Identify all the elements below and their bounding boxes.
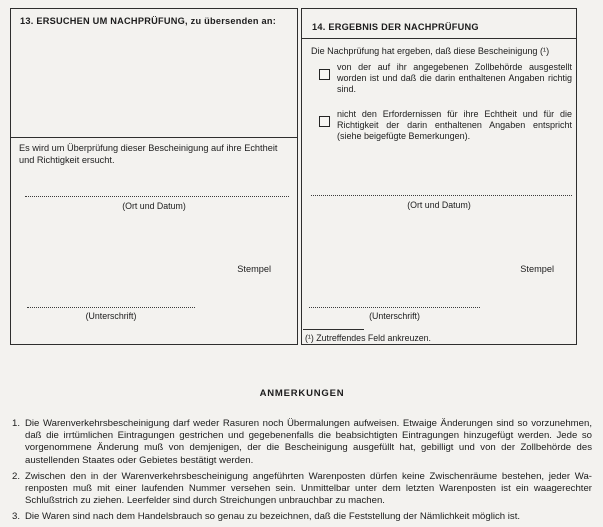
notes-heading: ANMERKUNGEN [259,388,345,399]
signature-fill-line [27,307,195,308]
result-option-not-compliant [319,109,572,142]
note-item-2 [12,471,592,508]
place-date-fill-line [311,195,572,196]
checkbox-issued-correctly[interactable] [319,69,330,80]
place-date-fill-line [25,196,289,197]
note-number: 2. [12,470,21,482]
note-number: 3. [12,511,21,523]
result-option-issued-correctly-label: von der auf ihr angegebenen Zollbehörde ausgestellt worden ist und daß die darin enthaltenen Angaben richtig sind. [337,62,572,94]
signature-label: (Unterschrift) [85,311,137,321]
section-14-header [302,9,576,39]
verification-request-text: Es wird um Überprüfung dieser Bescheinigung auf ihre Echtheit und Richtigkeit ersucht. [19,143,278,165]
section-13-title: 13. ERSUCHEN UM NACHPRÜFUNG, zu übersenden an: [20,16,277,26]
result-option-issued-correctly [319,62,572,95]
note-text: Zwischen den in der Warenverkehrsbescheinigung angeführten Warenposten dürfen keine Zwischenräume bestehen, jeder Warenposten muß mit einer laufenden Nummer versehen sein. Unmittelbar unter dem letzten Warenposten ist ein waagerechter Schlußstrich zu ziehen. Leerfelder sind durch Streichungen unbrauchbar zu machen. [25,470,592,507]
place-date-label: (Ort und Datum) [407,200,471,210]
stamp-label: Stempel [237,264,271,274]
recipient-address-area[interactable] [13,31,295,135]
footnote-text: (¹) Zutreffendes Feld ankreuzen. [305,333,431,343]
note-number: 1. [12,418,21,429]
anmerkungen-section [12,388,592,527]
note-item-1 [12,418,592,467]
signature-fill-line [309,307,480,308]
note-item-3 [12,511,592,523]
signature-block [27,307,195,321]
section-13-divider [10,137,298,138]
result-option-not-compliant-label: nicht den Erfordernissen für ihre Echtheit und für die Richtigkeit der darin enthaltenen Angaben entspricht (siehe beigefügte Bemerkungen). [337,109,572,141]
footnote-rule [303,329,364,330]
checkbox-not-compliant[interactable] [319,116,330,127]
stamp-label: Stempel [520,264,554,274]
section-13-verification-request [10,8,298,345]
place-date-label: (Ort und Datum) [122,201,186,211]
signature-block [309,307,480,321]
signature-label: (Unterschrift) [369,311,420,321]
section-14-verification-result [301,8,577,345]
note-text: Die Waren sind nach dem Handelsbrauch so genau zu bezeichnen, daß die Feststellung der Nämlichkeit möglich ist. [25,511,521,523]
section-14-title: 14. ERGEBNIS DER NACHPRÜFUNG [312,22,479,32]
result-intro-text: Die Nachprüfung hat ergeben, daß diese Bescheinigung (¹) [311,46,550,56]
note-text: Die Warenverkehrsbescheinigung darf weder Rasuren noch Übermalungen aufweisen. Etwaige Änderungen sind so vorzunehmen, daß die irrtümlichen Eintragungen gestrichen und gegebenenfalls die beabsichtigten Eintragungen hinzugefügt werden. Jede so vorgenommene Änderung muß von demjenigen, der die Bescheinigung ausgefüllt hat, gebilligt und von der Zollbehörde des austellenden Staates oder Gebietes bestätigt werden. [25,418,592,466]
